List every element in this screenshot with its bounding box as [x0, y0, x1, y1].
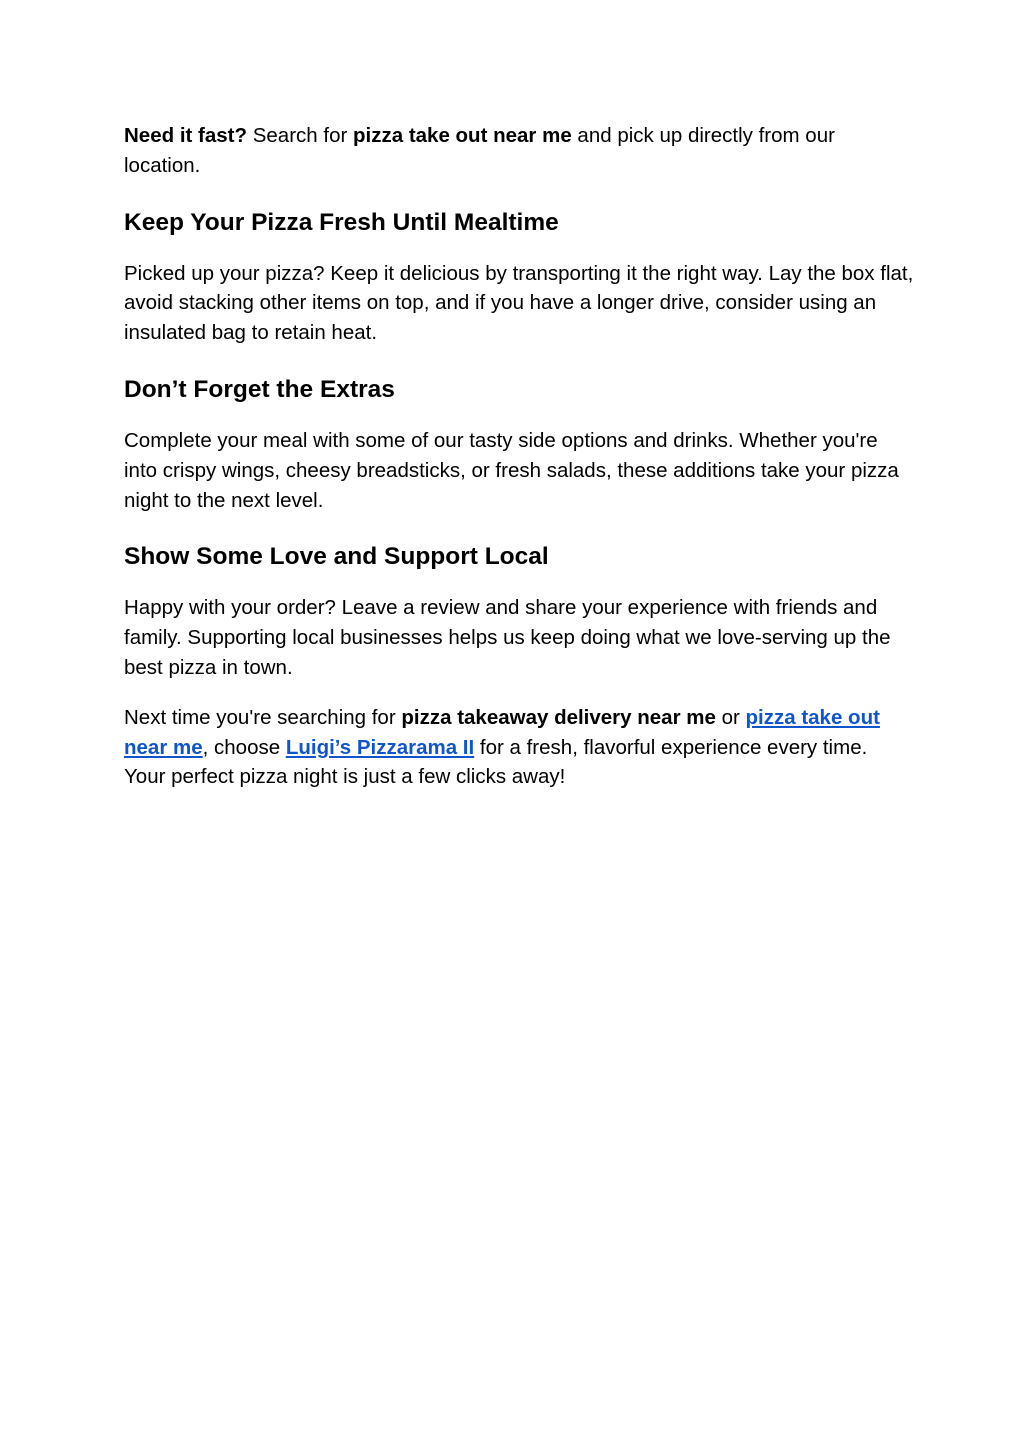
intro-text-1: Search for — [247, 124, 353, 147]
link-luigis-pizzarama[interactable]: Luigi’s Pizzarama II — [285, 735, 475, 759]
paragraph-keep-fresh: Picked up your pizza? Keep it delicious by transporting it the right way. Lay the box flat, avoid stacking other items on top, and if you have a longer drive, consider using an insulated bag to retain heat. — [124, 261, 914, 345]
heading-extras: Don’t Forget the Extras — [124, 375, 395, 403]
paragraph-extras: Complete your meal with some of our tasty side options and drinks. Whether you're into crispy wings, cheesy breadsticks, or fresh salads, these additions take your pizza night to the next level. — [124, 428, 899, 512]
closing-paragraph — [124, 703, 914, 792]
intro-text-2: and pick up directly from our location. — [124, 124, 835, 177]
closing-text-2: or — [715, 705, 746, 729]
document-page — [124, 121, 914, 792]
intro-paragraph — [124, 121, 914, 181]
paragraph-support-local: Happy with your order? Leave a review and share your experience with friends and family. Supporting local businesses helps us keep doing what we love-serving up the best pizza in town. — [124, 596, 891, 679]
link-pizza-take-out[interactable]: pizza take out near me — [124, 705, 880, 759]
closing-keyword: pizza takeaway delivery near me — [401, 705, 716, 729]
closing-text-3: , choose — [202, 735, 286, 759]
intro-keyword: pizza take out near me — [353, 124, 572, 147]
intro-lead: Need it fast? — [124, 124, 248, 147]
closing-text-4: for a fresh, flavorful experience every time. Your perfect pizza night is just a few clicks away! — [124, 735, 868, 789]
closing-text-1: Next time you're searching for — [124, 705, 402, 729]
heading-keep-fresh: Keep Your Pizza Fresh Until Mealtime — [124, 208, 559, 236]
heading-support-local: Show Some Love and Support Local — [124, 543, 549, 571]
